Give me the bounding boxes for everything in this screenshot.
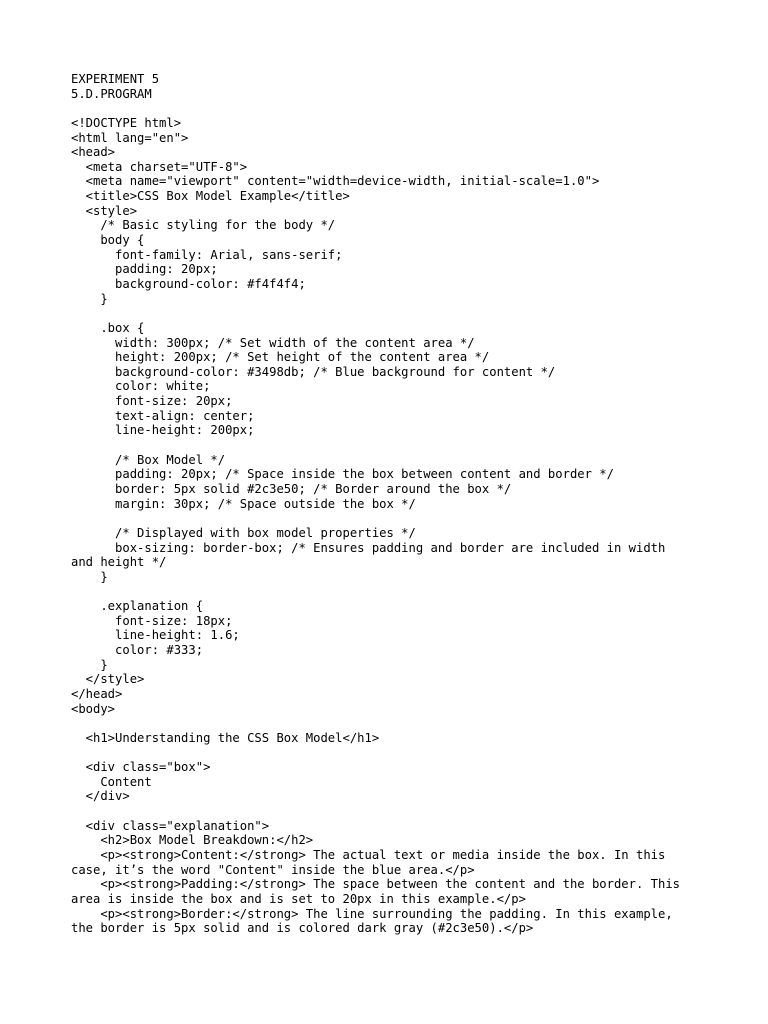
code-line: <meta name="viewport" content="width=device-width, initial-scale=1.0">: [71, 174, 600, 189]
code-line: body {: [71, 233, 145, 248]
code-line: <div class="explanation">: [71, 818, 270, 833]
code-line: [71, 511, 711, 526]
code-line: }: [71, 291, 108, 306]
code-line: </style>: [71, 672, 145, 687]
code-line: <h1>Understanding the CSS Box Model</h1>: [71, 730, 380, 745]
code-line: Content: [71, 774, 152, 789]
code-line: <title>CSS Box Model Example</title>: [71, 189, 350, 204]
code-line: }: [71, 657, 108, 672]
code-line: font-size: 18px;: [71, 613, 233, 628]
code-line: [71, 306, 711, 321]
code-line: padding: 20px;: [71, 262, 218, 277]
code-line: /* Displayed with box model properties */: [71, 525, 416, 540]
code-line: .explanation {: [71, 599, 204, 614]
code-line: color: #333;: [71, 642, 204, 657]
code-line: [71, 101, 711, 116]
document-heading: EXPERIMENT 5: [71, 72, 160, 86]
code-line: .box {: [71, 320, 145, 335]
code-line: </head>: [71, 686, 123, 701]
code-line: line-height: 200px;: [71, 423, 255, 438]
code-line: width: 300px; /* Set width of the content area */: [71, 335, 475, 350]
code-line: [71, 804, 711, 819]
code-line: case, it’s the word "Content" inside the blue area.</p>: [71, 862, 475, 877]
code-line: the border is 5px solid and is colored dark gray (#2c3e50).</p>: [71, 921, 534, 936]
code-line: /* Box Model */: [71, 452, 226, 467]
code-line: area is inside the box and is set to 20px in this example.</p>: [71, 891, 526, 906]
document-subheading: 5.D.PROGRAM: [71, 86, 152, 101]
code-line: font-size: 20px;: [71, 394, 233, 409]
code-line: height: 200px; /* Set height of the content area */: [71, 350, 490, 365]
code-line: }: [71, 569, 108, 584]
code-line: line-height: 1.6;: [71, 628, 240, 643]
code-line: /* Basic styling for the body */: [71, 218, 336, 233]
code-line: <p><strong>Border:</strong> The line surrounding the padding. In this example,: [71, 906, 673, 921]
code-line: background-color: #3498db; /* Blue background for content */: [71, 364, 556, 379]
code-line: [71, 745, 711, 760]
code-line: [71, 716, 711, 731]
code-line: border: 5px solid #2c3e50; /* Border around the box */: [71, 481, 512, 496]
code-line: <style>: [71, 203, 138, 218]
code-line: text-align: center;: [71, 408, 255, 423]
code-line: color: white;: [71, 379, 211, 394]
code-line: and height */: [71, 555, 167, 570]
code-line: <h2>Box Model Breakdown:</h2>: [71, 833, 314, 848]
code-line: [71, 438, 711, 453]
code-line: padding: 20px; /* Space inside the box between content and border */: [71, 467, 614, 482]
code-line: background-color: #f4f4f4;: [71, 276, 306, 291]
code-line: box-sizing: border-box; /* Ensures padding and border are included in width: [71, 540, 666, 555]
code-listing: [71, 101, 711, 936]
code-line: margin: 30px; /* Space outside the box */: [71, 496, 416, 511]
code-line: <!DOCTYPE html>: [71, 115, 182, 130]
code-line: <p><strong>Content:</strong> The actual text or media inside the box. In this: [71, 847, 666, 862]
code-line: <p><strong>Padding:</strong> The space between the content and the border. This: [71, 877, 681, 892]
code-line: font-family: Arial, sans-serif;: [71, 247, 343, 262]
code-line: <div class="box">: [71, 760, 211, 775]
document-body: [71, 72, 711, 936]
code-line: <head>: [71, 145, 116, 160]
code-line: <body>: [71, 701, 116, 716]
code-line: <html lang="en">: [71, 130, 189, 145]
code-line: [71, 584, 711, 599]
code-line: <meta charset="UTF-8">: [71, 159, 248, 174]
code-line: </div>: [71, 789, 130, 804]
